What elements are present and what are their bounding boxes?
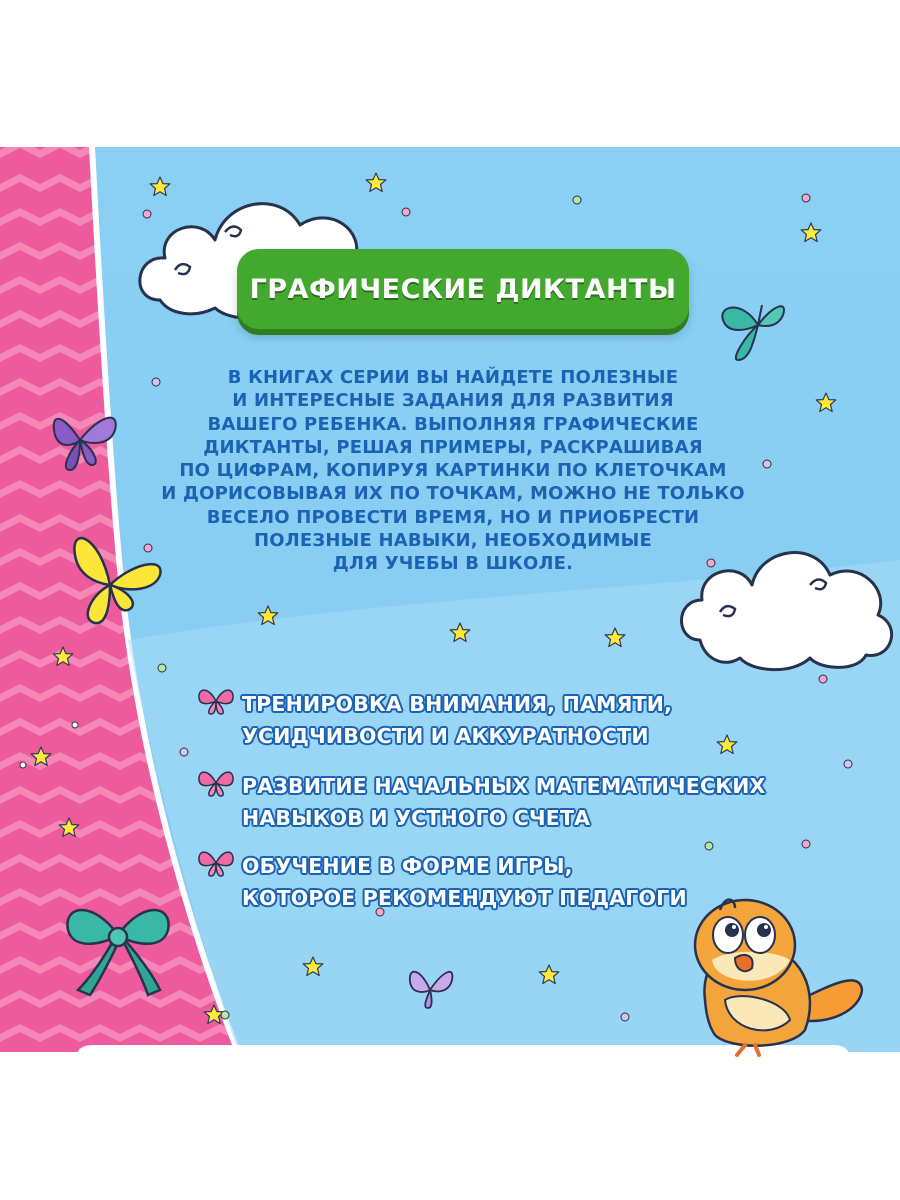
benefit-item <box>196 770 766 834</box>
benefit-text <box>242 688 672 752</box>
benefit-line: ОБУЧЕНИЕ В ФОРМЕ ИГРЫ, <box>242 854 573 878</box>
white-bottom-strip <box>76 1045 850 1090</box>
benefit-line: КОТОРОЕ РЕКОМЕНДУЮТ ПЕДАГОГИ <box>242 886 687 910</box>
butterfly-icon <box>196 848 236 878</box>
butterfly-icon <box>196 768 236 798</box>
intro-line: ДИКТАНТЫ, РЕШАЯ ПРИМЕРЫ, РАСКРАШИВАЯ <box>203 436 703 458</box>
benefit-line: УСИДЧИВОСТИ И АККУРАТНОСТИ <box>242 724 649 748</box>
intro-text <box>130 366 776 576</box>
intro-line: И ИНТЕРЕСНЫЕ ЗАДАНИЯ ДЛЯ РАЗВИТИЯ <box>232 390 674 412</box>
benefit-item <box>196 688 672 752</box>
benefit-line: ТРЕНИРОВКА ВНИМАНИЯ, ПАМЯТИ, <box>242 692 673 716</box>
butterfly-icon <box>196 686 236 716</box>
title-badge <box>237 249 689 329</box>
benefit-line: РАЗВИТИЕ НАЧАЛЬНЫХ МАТЕМАТИЧЕСКИХ <box>242 774 766 798</box>
intro-line: ВАШЕГО РЕБЕНКА. ВЫПОЛНЯЯ ГРАФИЧЕСКИЕ <box>207 413 699 435</box>
intro-line: ВЕСЕЛО ПРОВЕСТИ ВРЕМЯ, НО И ПРИОБРЕСТИ <box>206 506 700 528</box>
benefit-line: НАВЫКОВ И УСТНОГО СЧЕТА <box>242 806 591 830</box>
intro-line: В КНИГАХ СЕРИИ ВЫ НАЙДЕТЕ ПОЛЕЗНЫЕ <box>227 367 679 388</box>
intro-line: ПОЛЕЗНЫЕ НАВЫКИ, НЕОБХОДИМЫЕ <box>253 530 653 552</box>
benefit-text <box>242 770 766 834</box>
intro-line: И ДОРИСОВЫВАЯ ИХ ПО ТОЧКАМ, МОЖНО НЕ ТОЛЬКО <box>161 483 745 505</box>
benefit-text <box>242 850 687 914</box>
intro-line: ПО ЦИФРАМ, КОПИРУЯ КАРТИНКИ ПО КЛЕТОЧКАМ <box>179 460 727 482</box>
page-title: ГРАФИЧЕСКИЕ ДИКТАНТЫ <box>249 273 677 305</box>
intro-line: ДЛЯ УЧЕБЫ В ШКОЛЕ. <box>332 553 574 575</box>
benefit-item <box>196 850 687 914</box>
